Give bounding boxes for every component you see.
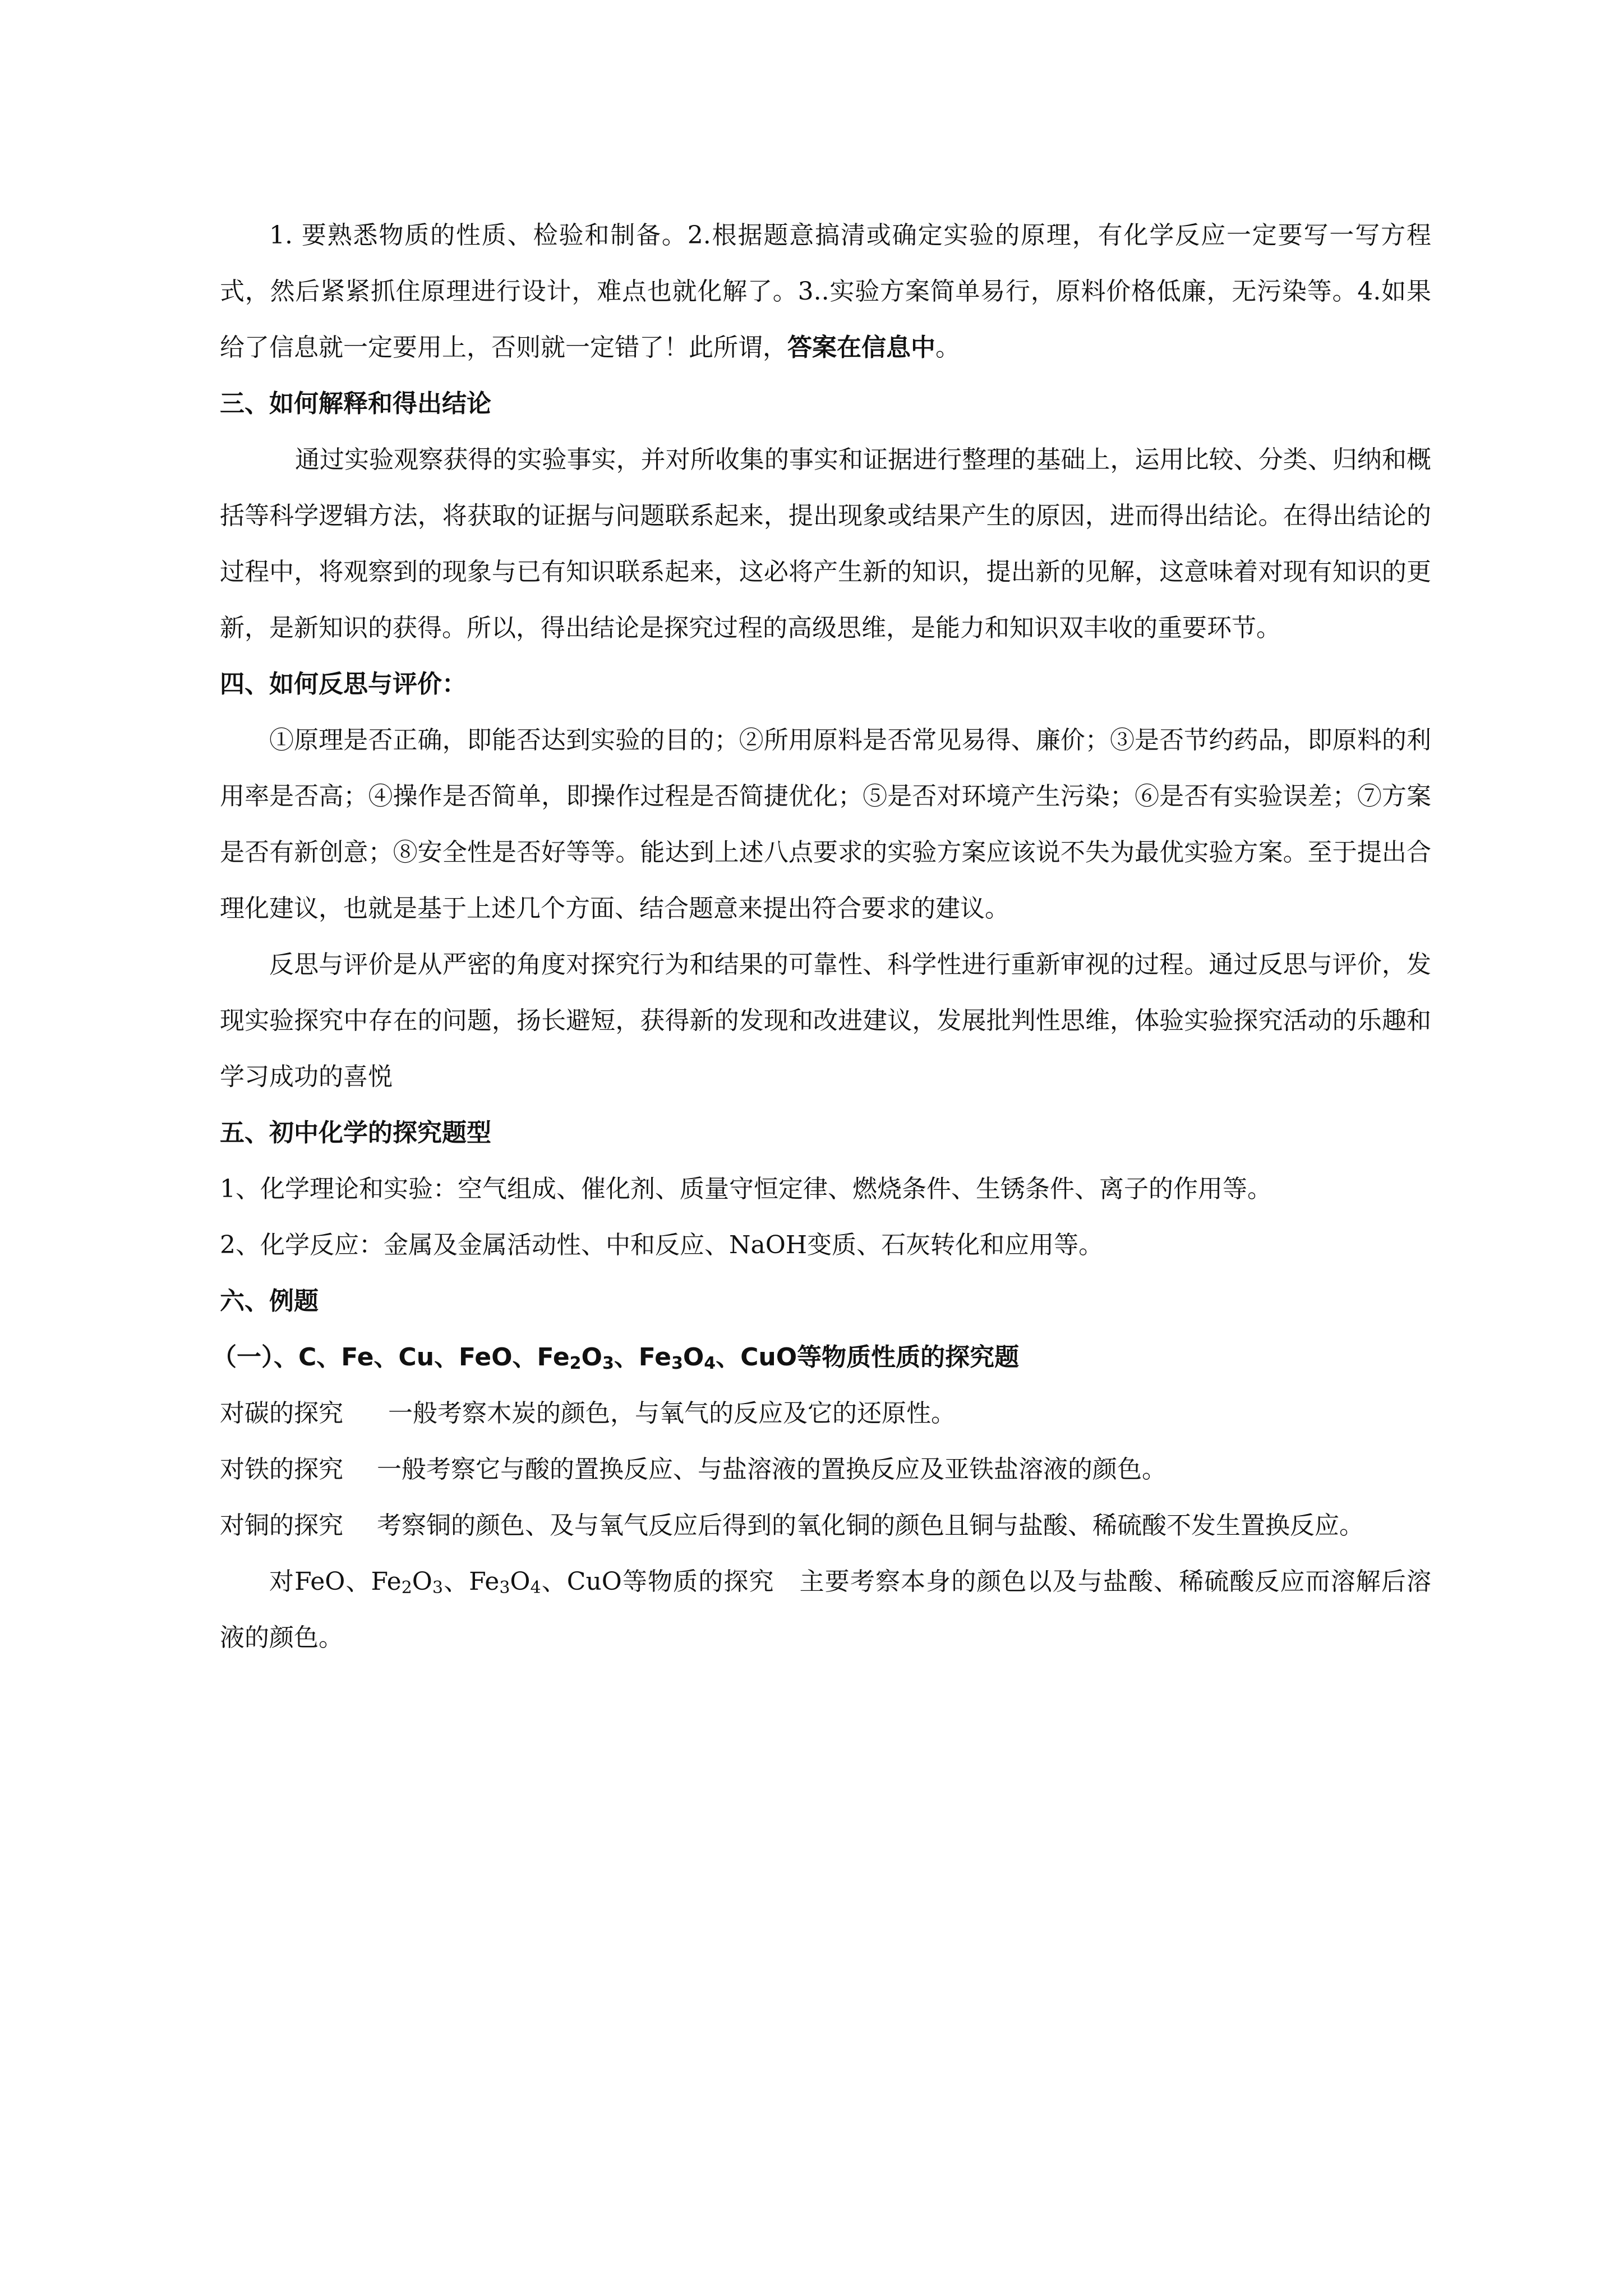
paragraph-reflection: 反思与评价是从严密的角度对探究行为和结果的可靠性、科学性进行重新审视的过程。通过反思与评价，发现实验探究中存在的问题，扬长避短，获得新的发现和改进建议，发展批判性思维，体验实验探究活动的乐趣和学习成功的喜悦 [220, 950, 1431, 1091]
heading-section-5: 五、初中化学的探究题型 [220, 1119, 491, 1147]
subscript: 4 [704, 1354, 716, 1373]
subscript: 3 [602, 1354, 614, 1373]
subscript: 3 [499, 1578, 510, 1598]
subscript: 2 [569, 1354, 582, 1373]
text: 、Fe [442, 1567, 500, 1596]
text: （一）、C、Fe、Cu、FeO、Fe [212, 1343, 570, 1372]
subscript: 4 [530, 1578, 541, 1598]
carbon-term: 对碳的探究 [220, 1399, 343, 1428]
list-item-reactions: 2、化学反应：金属及金属活动性、中和反应、NaOH变质、石灰转化和应用等。 [220, 1231, 1104, 1259]
subheading-example-1 [212, 1329, 1431, 1386]
heading-section-3: 三、如何解释和得出结论 [220, 389, 491, 418]
copper-term: 对铜的探究 [220, 1511, 343, 1540]
text: O [683, 1343, 704, 1372]
list-item-theory: 1、化学理论和实验：空气组成、催化剂、质量守恒定律、燃烧条件、生锈条件、离子的作用等。 [220, 1175, 1272, 1203]
text: O [581, 1343, 602, 1372]
iron-text: 一般考察它与酸的置换反应、与盐溶液的置换反应及亚铁盐溶液的颜色。 [377, 1455, 1166, 1484]
text: O [510, 1567, 531, 1596]
copper-text: 考察铜的颜色、及与氧气反应后得到的氧化铜的颜色且铜与盐酸、稀硫酸不发生置换反应。 [377, 1511, 1364, 1540]
text: 、CuO等物质性质的探究题 [716, 1343, 1020, 1372]
paragraph-evaluation-criteria: ①原理是否正确，即能否达到实验的目的；②所用原料是否常见易得、廉价；③是否节约药品，即原料的利用率是否高；④操作是否简单，即操作过程是否简捷优化；⑤是否对环境产生污染；⑥是否有实验误差；⑦方案是否有新创意；⑧安全性是否好等等。能达到上述八点要求的实验方案应该说不失为最优实验方案。至于提出合理化建议，也就是基于上述几个方面、结合题意来提出符合要求的建议。 [220, 726, 1431, 923]
text: 、CuO等物质的探究 主要考察本身的颜色以及与盐酸、稀硫酸反应而溶解后溶液的颜色。 [220, 1567, 1431, 1652]
iron-item [220, 1442, 1431, 1498]
paragraph-principles [220, 208, 1431, 376]
paragraph-text-end: 。 [935, 333, 960, 362]
carbon-item [220, 1386, 1431, 1442]
oxides-item [220, 1554, 1431, 1666]
bold-phrase: 答案在信息中 [787, 333, 935, 362]
heading-section-4: 四、如何反思与评价： [220, 670, 467, 698]
subscript: 3 [671, 1354, 683, 1373]
iron-term: 对铁的探究 [220, 1455, 343, 1484]
subscript: 2 [401, 1578, 412, 1598]
paragraph-text: 1. 要熟悉物质的性质、检验和制备。2.根据题意搞清或确定实验的原理，有化学反应一定要写一写方程式，然后紧紧抓住原理进行设计，难点也就化解了。3..实验方案简单易行，原料价格低廉，无污染等。4.如果给了信息就一定要用上，否则就一定错了！此所谓， [220, 221, 1431, 362]
carbon-text: 一般考察木炭的颜色，与氧气的反应及它的还原性。 [388, 1399, 956, 1428]
text: O [412, 1567, 432, 1596]
copper-item [220, 1498, 1431, 1554]
text: 、Fe [614, 1343, 671, 1372]
document-page [212, 208, 1431, 1666]
paragraph-conclusion: 通过实验观察获得的实验事实，并对所收集的事实和证据进行整理的基础上，运用比较、分类、归纳和概括等科学逻辑方法，将获取的证据与问题联系起来，提出现象或结果产生的原因，进而得出结论。在得出结论的过程中，将观察到的现象与已有知识联系起来，这必将产生新的知识，提出新的见解，这意味着对现有知识的更新，是新知识的获得。所以，得出结论是探究过程的高级思维，是能力和知识双丰收的重要环节。 [220, 445, 1431, 642]
subscript: 3 [432, 1578, 443, 1598]
text: 对FeO、Fe [269, 1567, 402, 1596]
heading-section-6: 六、例题 [220, 1287, 319, 1315]
